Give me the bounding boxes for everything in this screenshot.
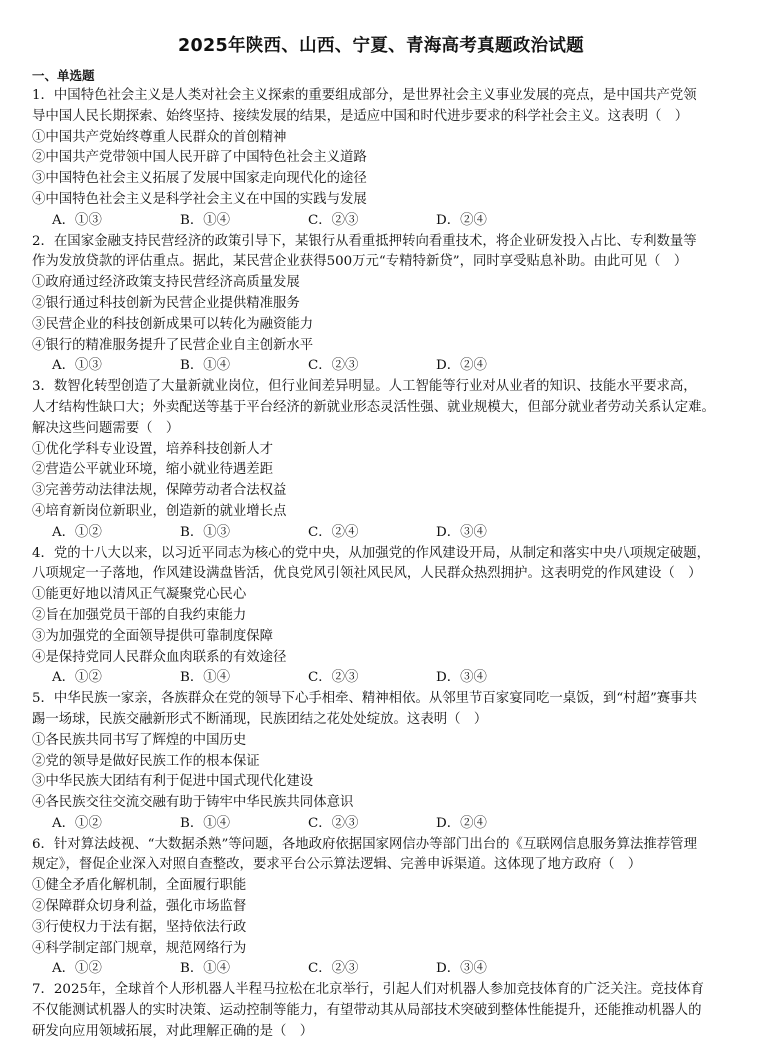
answer-choice: A．①② [52, 815, 102, 831]
answer-choice: D．②④ [436, 815, 487, 831]
statement-option: ③行使权力于法有据，坚持依法行政 [32, 919, 247, 935]
question-5 [32, 689, 740, 835]
answer-choice: B．①④ [180, 815, 231, 831]
answer-choice: B．①④ [180, 670, 231, 686]
statement-option: ①政府通过经济政策支持民营经济高质量发展 [32, 275, 300, 291]
answer-choice: C．②③ [308, 961, 359, 977]
exam-content [32, 66, 740, 1043]
statement-option: ①各民族共同书写了辉煌的中国历史 [32, 732, 247, 748]
question-stem-line: 八项规定一子落地，作风建设满盘皆活，优良党风引领社风民风，人民群众热烈拥护。这表明党的作风建设（ ） [32, 566, 702, 582]
answer-choice: A．①③ [52, 358, 102, 374]
answer-choice: C．②③ [308, 212, 359, 228]
section-heading: 一、单选题 [32, 68, 95, 83]
question-stem-line: 不仅能测试机器人的实时决策、运动控制等能力，有望带动其从局部技术突破到整体性能提升，还能推动机器人的 [32, 1003, 702, 1019]
statement-option: ①能更好地以清风正气凝聚党心民心 [32, 587, 247, 603]
statement-option: ①健全矛盾化解机制，全面履行职能 [32, 878, 247, 894]
statement-option: ③为加强党的全面领导提供可靠制度保障 [32, 628, 274, 644]
statement-option: ④各民族交往交流交融有助于铸牢中华民族共同体意识 [32, 795, 354, 811]
statement-option: ②保障群众切身利益，强化市场监督 [32, 899, 247, 915]
answer-choice: D．②④ [436, 358, 487, 374]
statement-option: ③中国特色社会主义拓展了发展中国家走向现代化的途径 [32, 171, 367, 187]
question-stem-line: 5．中华民族一家亲，各族群众在党的领导下心手相牵、精神相依。从邻里节百家宴同吃一桌饭，到“村超”赛事共 [32, 691, 697, 707]
answer-choice: C．②③ [308, 358, 359, 374]
question-stem-line: 作为发放贷款的评估重点。据此，某民营企业获得500万元“专精特新贷”，同时享受贴息补助。由此可见（ ） [32, 254, 688, 270]
question-stem-line: 研发向应用领域拓展，对此理解正确的是（ ） [32, 1023, 314, 1039]
answer-choice: D．③④ [436, 670, 487, 686]
answer-choice: B．①④ [180, 961, 231, 977]
statement-option: ④中国特色社会主义是科学社会主义在中国的实践与发展 [32, 191, 367, 207]
statement-option: ②旨在加强党员干部的自我约束能力 [32, 607, 247, 623]
question-7 [32, 980, 740, 1042]
statement-option: ②营造公平就业环境，缩小就业待遇差距 [32, 462, 274, 478]
question-stem-line: 人才结构性缺口大；外卖配送等基于平台经济的新就业形态灵活性强、就业规模大，但部分就业者劳动关系认定难。 [32, 399, 715, 415]
answer-choices [32, 356, 740, 377]
statement-option: ②党的领导是做好民族工作的根本保证 [32, 753, 260, 769]
question-stem-line: 解决这些问题需要（ ） [32, 420, 180, 436]
answer-choice: D．②④ [436, 212, 487, 228]
answer-choice: A．①② [52, 961, 102, 977]
question-list [32, 86, 740, 1043]
question-stem-line: 4．党的十八大以来，以习近平同志为核心的党中央，从加强党的作风建设开局，从制定和落实中央八项规定破题， [32, 545, 711, 561]
answer-choice: B．①③ [180, 524, 231, 540]
answer-choice: C．②③ [308, 815, 359, 831]
question-stem-line: 7．2025年，全球首个人形机器人半程马拉松在北京举行，引起人们对机器人参加竞技体育的广泛关注。竞技体育 [32, 982, 704, 998]
statement-option: ①中国共产党始终尊重人民群众的首创精神 [32, 129, 287, 145]
answer-choice: B．①④ [180, 212, 231, 228]
statement-option: ③民营企业的科技创新成果可以转化为融资能力 [32, 316, 314, 332]
answer-choice: A．①② [52, 670, 102, 686]
question-stem-line: 6．针对算法歧视、“大数据杀熟”等问题，各地政府依据国家网信办等部门出台的《互联网信息服务算法推荐管理 [32, 836, 697, 852]
question-stem-line: 1．中国特色社会主义是人类对社会主义探索的重要组成部分，是世界社会主义事业发展的亮点，是中国共产党领 [32, 88, 697, 103]
question-1 [32, 86, 740, 232]
answer-choices [32, 959, 740, 980]
question-stem-line: 导中国人民长期探索、始终坚持、接续发展的结果，是适应中国和时代进步要求的科学社会主义。这表明（ ） [32, 108, 689, 124]
statement-option: ②银行通过科技创新为民营企业提供精准服务 [32, 295, 300, 311]
statement-option: ④培育新岗位新职业，创造新的就业增长点 [32, 503, 287, 519]
question-stem-line: 踢一场球，民族交融新形式不断涌现，民族团结之花处处绽放。这表明（ ） [32, 711, 488, 727]
answer-choices [32, 523, 740, 544]
page-title: 2025年陕西、山西、宁夏、青海高考真题政治试题 [178, 36, 584, 56]
question-stem-line: 规定》，督促企业深入对照自查整改，要求平台公示算法逻辑、完善申诉渠道。这体现了地方政府（ ） [32, 857, 642, 873]
question-2 [32, 232, 740, 378]
statement-option: ③完善劳动法律法规，保障劳动者合法权益 [32, 483, 287, 499]
statement-option: ②中国共产党带领中国人民开辟了中国特色社会主义道路 [32, 150, 367, 166]
question-3 [32, 377, 740, 543]
statement-option: ④科学制定部门规章，规范网络行为 [32, 940, 247, 956]
question-4 [32, 544, 740, 690]
answer-choice: C．②③ [308, 670, 359, 686]
question-stem-line: 2．在国家金融支持民营经济的政策引导下，某银行从看重抵押转向看重技术，将企业研发投入占比、专利数量等 [32, 233, 697, 249]
answer-choice: B．①④ [180, 358, 231, 374]
answer-choice: C．②④ [308, 524, 359, 540]
statement-option: ④是保持党同人民群众血肉联系的有效途径 [32, 649, 287, 665]
answer-choices [32, 668, 740, 689]
question-stem-line: 3．数智化转型创造了大量新就业岗位，但行业间差异明显。人工智能等行业对从业者的知识、技能水平要求高， [32, 379, 697, 395]
answer-choices [32, 211, 740, 232]
answer-choice: A．①③ [52, 212, 102, 228]
statement-option: ④银行的精准服务提升了民营企业自主创新水平 [32, 337, 314, 353]
statement-option: ①优化学科专业设置，培养科技创新人才 [32, 441, 274, 457]
answer-choice: A．①② [52, 524, 102, 540]
statement-option: ③中华民族大团结有利于促进中国式现代化建设 [32, 774, 314, 790]
answer-choice: D．③④ [436, 961, 487, 977]
answer-choices [32, 814, 740, 835]
answer-choice: D．③④ [436, 524, 487, 540]
question-6 [32, 835, 740, 981]
